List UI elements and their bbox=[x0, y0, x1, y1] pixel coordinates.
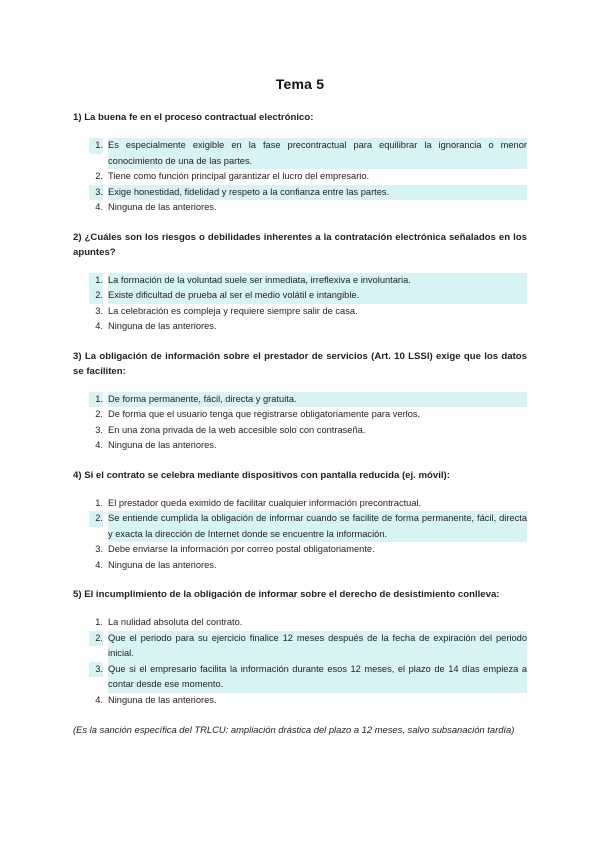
option-number: 2. bbox=[89, 288, 103, 304]
option-text: Es especialmente exigible en la fase precontractual para equilibrar la ignorancia o menor conocimiento de una de las partes. bbox=[108, 138, 527, 169]
option-number: 1. bbox=[95, 497, 103, 508]
option-number: 3. bbox=[95, 424, 103, 435]
option-number: 1. bbox=[89, 392, 103, 408]
document-title: Tema 5 bbox=[275, 76, 325, 92]
answer-option-highlighted bbox=[89, 511, 527, 542]
option-text: Existe dificultad de prueba al ser el medio volátil e intangible. bbox=[108, 288, 527, 304]
answer-option-highlighted bbox=[89, 392, 527, 408]
option-number: 2. bbox=[89, 511, 103, 527]
option-number: 3. bbox=[95, 305, 103, 316]
answer-option bbox=[89, 496, 527, 512]
question-block bbox=[73, 587, 527, 708]
question-heading: 2) ¿Cuáles son los riesgos o debilidades inherentes a la contratación electrónica señalados en los apuntes? bbox=[73, 231, 527, 258]
question-block bbox=[73, 110, 527, 216]
option-number: 4. bbox=[95, 440, 103, 450]
footnote: (Es la sanción específica del TRLCU: ampliación drástica del plazo a 12 meses, salvo subsanación tardía) bbox=[73, 724, 515, 735]
question-heading: 5) El incumplimiento de la obligación de informar sobre el derecho de desistimiento conlleva: bbox=[73, 589, 500, 600]
option-text: De forma permanente, fácil, directa y gratuita. bbox=[108, 392, 527, 408]
answer-option bbox=[89, 542, 527, 558]
answer-options bbox=[73, 138, 527, 216]
answer-options bbox=[73, 392, 527, 454]
option-text: De forma que el usuario tenga que registrarse obligatoriamente para verlos. bbox=[108, 409, 421, 419]
answer-options bbox=[73, 273, 527, 335]
question-block bbox=[73, 468, 527, 574]
answer-option bbox=[89, 304, 527, 320]
answer-option bbox=[89, 438, 527, 454]
answer-option bbox=[89, 615, 527, 631]
option-text: Se entiende cumplida la obligación de informar cuando se facilite de forma permanente, fácil, directa y exacta la dirección de Internet donde se encuentre la información. bbox=[108, 511, 527, 542]
option-number: 4. bbox=[95, 202, 103, 212]
option-text: Ninguna de las anteriores. bbox=[108, 321, 217, 331]
answer-option bbox=[89, 693, 527, 709]
option-text: Tiene como función principal garantizar el lucro del empresario. bbox=[108, 171, 370, 181]
option-text: La nulidad absoluta del contrato. bbox=[108, 617, 243, 627]
option-text: Que el periodo para su ejercicio finalice 12 meses después de la fecha de expiración del periodo inicial. bbox=[108, 631, 527, 662]
option-number: 1. bbox=[89, 273, 103, 289]
answer-option-highlighted bbox=[89, 138, 527, 169]
option-number: 3. bbox=[89, 662, 103, 678]
option-text: Que si el empresario facilita la información durante esos 12 meses, el plazo de 14 días empieza a contar desde ese momento. bbox=[108, 662, 527, 693]
answer-option bbox=[89, 319, 527, 335]
option-number: 4. bbox=[95, 559, 103, 570]
option-text: El prestador queda eximido de facilitar cualquier información precontractual. bbox=[108, 497, 422, 508]
option-number: 2. bbox=[89, 631, 103, 647]
option-number: 4. bbox=[95, 321, 103, 331]
question-block bbox=[73, 349, 527, 454]
answer-option-highlighted bbox=[89, 631, 527, 662]
question-heading: 3) La obligación de información sobre el prestador de servicios (Art. 10 LSSI) exige que los datos se faciliten: bbox=[73, 350, 527, 377]
option-number: 1. bbox=[95, 617, 103, 627]
option-number: 3. bbox=[89, 185, 103, 201]
answer-option bbox=[89, 169, 527, 185]
answer-option bbox=[89, 558, 527, 574]
option-text: En una zona privada de la web accesible solo con contraseña. bbox=[108, 424, 366, 435]
question-heading: 4) Si el contrato se celebra mediante dispositivos con pantalla reducida (ej. móvil): bbox=[73, 469, 450, 481]
answer-option bbox=[89, 200, 527, 216]
option-number: 3. bbox=[95, 544, 103, 554]
answer-option-highlighted bbox=[89, 273, 527, 289]
option-number: 2. bbox=[95, 171, 103, 181]
answer-option-highlighted bbox=[89, 288, 527, 304]
option-text: Ninguna de las anteriores. bbox=[108, 440, 217, 450]
option-number: 4. bbox=[95, 694, 103, 705]
option-number: 1. bbox=[89, 138, 103, 154]
option-text: Ninguna de las anteriores. bbox=[108, 202, 217, 212]
option-text: Ninguna de las anteriores. bbox=[108, 559, 217, 570]
answer-option-highlighted bbox=[89, 185, 527, 201]
answer-options bbox=[73, 615, 527, 708]
option-number: 2. bbox=[95, 409, 103, 419]
question-block bbox=[73, 230, 527, 335]
answer-option bbox=[89, 407, 527, 423]
option-text: La celebración es compleja y requiere siempre salir de casa. bbox=[108, 305, 358, 316]
question-list bbox=[73, 110, 527, 708]
option-text: La formación de la voluntad suele ser inmediata, irreflexiva e involuntaria. bbox=[108, 273, 527, 289]
option-text: Ninguna de las anteriores. bbox=[108, 694, 217, 705]
question-heading: 1) La buena fe en el proceso contractual electrónico: bbox=[73, 112, 314, 123]
answer-option-highlighted bbox=[89, 662, 527, 693]
answer-option bbox=[89, 423, 527, 439]
answer-options bbox=[73, 496, 527, 574]
option-text: Exige honestidad, fidelidad y respeto a la confianza entre las partes. bbox=[108, 185, 527, 201]
option-text: Debe enviarse la información por correo postal obligatoriamente. bbox=[108, 544, 375, 554]
